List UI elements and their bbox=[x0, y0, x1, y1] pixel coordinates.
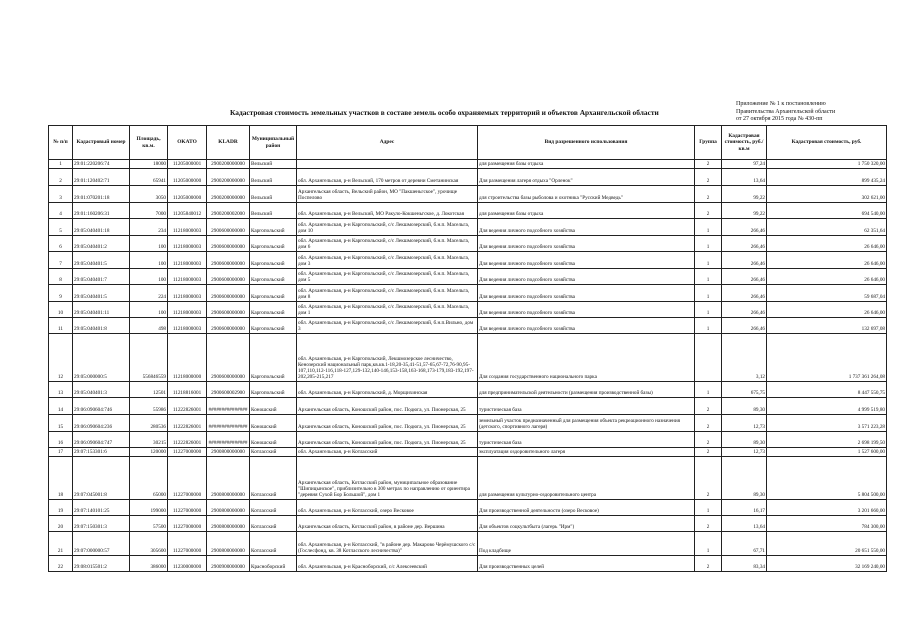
okato-code: 11218000003 bbox=[168, 269, 207, 285]
address-text: обл. Архангельская, р-н Каргопольский, с/с Лекшмозерский, б.н.п. Масельга, дом 6 bbox=[297, 236, 478, 252]
okato-code: 11227000000 bbox=[168, 516, 207, 532]
total-cost: 1 737 361 264,08 bbox=[767, 334, 887, 382]
total-cost: 4 999 519,80 bbox=[767, 398, 887, 415]
cadastral-number: 29:06:090604:236 bbox=[73, 415, 130, 432]
address-text: обл. Архангельская, р-н Каргопольский, Лекшмозерское лесничество, Кенозерский национальный парк,кв.кв.1-18,20-35,41-51,57-65,67-72,76-90,95-107,110,112-116,118-127,129-132,140-146,153-158,163-168,173-179,183-192,197-202,205-215,217 bbox=[297, 334, 478, 382]
area-value: 120000 bbox=[130, 448, 168, 457]
total-cost: 26 646,00 bbox=[767, 269, 887, 285]
row-number: 12 bbox=[49, 334, 73, 382]
decree-note-line: Правительства Архангельской области bbox=[736, 108, 836, 115]
group-value: 2 bbox=[695, 457, 722, 500]
unit-cost: 266,46 bbox=[722, 269, 767, 285]
group-value: 1 bbox=[695, 382, 722, 398]
permitted-use: Для создания государственного национального парка bbox=[478, 334, 695, 382]
cadastral-number: 29:05:040401:5 bbox=[73, 285, 130, 302]
okato-code: 11227000000 bbox=[168, 448, 207, 457]
district-name: Каргопольский bbox=[250, 219, 297, 236]
unit-cost: 16,17 bbox=[722, 500, 767, 516]
kladr-code: 2900600002900 bbox=[207, 382, 250, 398]
unit-cost: 12,73 bbox=[722, 415, 767, 432]
address-text bbox=[297, 160, 478, 169]
area-value: 12501 bbox=[130, 382, 168, 398]
unit-cost: 99,22 bbox=[722, 186, 767, 203]
table-row bbox=[49, 532, 887, 556]
table-row bbox=[49, 457, 887, 500]
group-value: 1 bbox=[695, 252, 722, 269]
header-num: № п/п bbox=[49, 126, 73, 160]
permitted-use: Для ведения личного подсобного хозяйства bbox=[478, 252, 695, 269]
cadastral-number: 29:05:040401:8 bbox=[73, 318, 130, 334]
header-unit-cost: Кадастровая стоимость, руб./кв.м bbox=[722, 126, 767, 160]
total-cost: 59 687,04 bbox=[767, 285, 887, 302]
kladr-code: 2900600000000 bbox=[207, 236, 250, 252]
kladr-code: 2900600000000 bbox=[207, 285, 250, 302]
district-name: Котласский bbox=[250, 516, 297, 532]
group-value: 1 bbox=[695, 219, 722, 236]
total-cost: 62 351,64 bbox=[767, 219, 887, 236]
district-name: Коношский bbox=[250, 432, 297, 448]
table-row bbox=[49, 186, 887, 203]
unit-cost: 675,75 bbox=[722, 382, 767, 398]
group-value: 1 bbox=[695, 500, 722, 516]
unit-cost: 266,46 bbox=[722, 236, 767, 252]
area-value: 65000 bbox=[130, 457, 168, 500]
address-text: обл. Архангельская, р-н Красноборский, с/с Алексеевский bbox=[297, 556, 478, 572]
unit-cost: 89,30 bbox=[722, 398, 767, 415]
district-name: Каргопольский bbox=[250, 252, 297, 269]
row-number: 3 bbox=[49, 186, 73, 203]
cadastral-number: 29:05:040401:3 bbox=[73, 382, 130, 398]
table-row bbox=[49, 382, 887, 398]
header-use: Вид разрешенного использования bbox=[478, 126, 695, 160]
table-row bbox=[49, 398, 887, 415]
district-name: Вельский bbox=[250, 160, 297, 169]
table-row bbox=[49, 556, 887, 572]
total-cost: 899 435,24 bbox=[767, 169, 887, 186]
table-row bbox=[49, 160, 887, 169]
kladr-code: 2900600000000 bbox=[207, 302, 250, 318]
okato-code: 11227000000 bbox=[168, 457, 207, 500]
district-name: Красноборский bbox=[250, 556, 297, 572]
kladr-code: 2900600000000 bbox=[207, 269, 250, 285]
header-total-cost: Кадастровая стоимость, руб. bbox=[767, 126, 887, 160]
okato-code: 11218000003 bbox=[168, 236, 207, 252]
unit-cost: 266,46 bbox=[722, 219, 767, 236]
kladr-code: 2900800000000 bbox=[207, 500, 250, 516]
permitted-use: земельный участок предназначенный для размещения объекта рекреационного назначения (детского, спортивного лагеря) bbox=[478, 415, 695, 432]
group-value: 2 bbox=[695, 432, 722, 448]
permitted-use: для размещения базы отдыха bbox=[478, 160, 695, 169]
table-row bbox=[49, 516, 887, 532]
header-kladr: KLADR bbox=[207, 126, 250, 160]
row-number: 8 bbox=[49, 269, 73, 285]
district-name: Каргопольский bbox=[250, 318, 297, 334]
unit-cost: 97,24 bbox=[722, 160, 767, 169]
cadastral-number: 29:05:040401:5 bbox=[73, 252, 130, 269]
cadastral-number: 29:07:045001:8 bbox=[73, 457, 130, 500]
district-name: Вельский bbox=[250, 186, 297, 203]
okato-code: 11222826001 bbox=[168, 398, 207, 415]
district-name: Каргопольский bbox=[250, 236, 297, 252]
kladr-code: 2900900000000 bbox=[207, 556, 250, 572]
kladr-code: ############### bbox=[207, 415, 250, 432]
cadastral-number: 29:08:015501:2 bbox=[73, 556, 130, 572]
kladr-code: 2900200000000 bbox=[207, 160, 250, 169]
area-value: 100 bbox=[130, 236, 168, 252]
area-value: 3050 bbox=[130, 186, 168, 203]
district-name: Котласский bbox=[250, 457, 297, 500]
address-text: обл. Архангельская, р-н Каргопольский, с/с Лекшмозерский, б.н.п. Масельга, дом 10 bbox=[297, 219, 478, 236]
total-cost: 1 527 600,00 bbox=[767, 448, 887, 457]
okato-code: 11218816001 bbox=[168, 382, 207, 398]
district-name: Каргопольский bbox=[250, 382, 297, 398]
district-name: Каргопольский bbox=[250, 302, 297, 318]
group-value: 2 bbox=[695, 160, 722, 169]
area-value: 18000 bbox=[130, 160, 168, 169]
okato-code: 11227000000 bbox=[168, 500, 207, 516]
kladr-code: 2900600000000 bbox=[207, 334, 250, 382]
total-cost: 26 646,00 bbox=[767, 252, 887, 269]
permitted-use: Под кладбище bbox=[478, 532, 695, 556]
address-text: обл. Архангельская, р-н Котласский bbox=[297, 448, 478, 457]
total-cost: 32 169 240,00 bbox=[767, 556, 887, 572]
table-row bbox=[49, 302, 887, 318]
row-number: 15 bbox=[49, 415, 73, 432]
area-value: 65941 bbox=[130, 169, 168, 186]
row-number: 19 bbox=[49, 500, 73, 516]
group-value: 1 bbox=[695, 236, 722, 252]
row-number: 2 bbox=[49, 169, 73, 186]
area-value: 556846559 bbox=[130, 334, 168, 382]
kladr-code: ############### bbox=[207, 432, 250, 448]
kladr-code: 2900600000000 bbox=[207, 219, 250, 236]
table-row bbox=[49, 500, 887, 516]
group-value: 1 bbox=[695, 532, 722, 556]
row-number: 4 bbox=[49, 203, 73, 219]
permitted-use: Для ведения личного подсобного хозяйства bbox=[478, 285, 695, 302]
table-row bbox=[49, 269, 887, 285]
header-group: Группа bbox=[695, 126, 722, 160]
cadastral-number: 29:06:090604:746 bbox=[73, 398, 130, 415]
permitted-use: Для ведения личного подсобного хозяйства bbox=[478, 236, 695, 252]
row-number: 17 bbox=[49, 448, 73, 457]
address-text: обл. Архангельская, р-н Вельский, 170 метров от деревни Сметанинская bbox=[297, 169, 478, 186]
group-value: 2 bbox=[695, 186, 722, 203]
cadastral-number: 29:01:160206:31 bbox=[73, 203, 130, 219]
row-number: 13 bbox=[49, 382, 73, 398]
permitted-use: для строительства базы рыболова и охотника "Русский Медведь" bbox=[478, 186, 695, 203]
okato-code: 11218000003 bbox=[168, 252, 207, 269]
row-number: 7 bbox=[49, 252, 73, 269]
permitted-use: Для объектов соцкультбыта (лагерь "Ирм") bbox=[478, 516, 695, 532]
district-name: Каргопольский bbox=[250, 334, 297, 382]
permitted-use: туристическая база bbox=[478, 398, 695, 415]
kladr-code: 2900800000000 bbox=[207, 516, 250, 532]
district-name: Вельский bbox=[250, 203, 297, 219]
area-value: 30215 bbox=[130, 432, 168, 448]
group-value: 2 bbox=[695, 398, 722, 415]
permitted-use: эксплуатация оздоровительного лагеря bbox=[478, 448, 695, 457]
table-row bbox=[49, 169, 887, 186]
unit-cost: 3,12 bbox=[722, 334, 767, 382]
row-number: 5 bbox=[49, 219, 73, 236]
unit-cost: 67,71 bbox=[722, 532, 767, 556]
area-value: 280536 bbox=[130, 415, 168, 432]
permitted-use: Для производственной деятельности (озеро Весковое) bbox=[478, 500, 695, 516]
permitted-use: для размещения культурно-оздоровительного центра bbox=[478, 457, 695, 500]
address-text: обл. Архангельская, р-н Котласский, "в районе дер. Макарово Черёмушского с/с (Гослесфонд, кв. 38 Котласского лесничества)" bbox=[297, 532, 478, 556]
unit-cost: 99,22 bbox=[722, 203, 767, 219]
group-value: 1 bbox=[695, 269, 722, 285]
total-cost: 132 697,08 bbox=[767, 318, 887, 334]
header-address: Адрес bbox=[297, 126, 478, 160]
unit-cost: 266,46 bbox=[722, 252, 767, 269]
decree-note-line: Приложение № 1 к постановлению bbox=[736, 101, 826, 107]
row-number: 6 bbox=[49, 236, 73, 252]
cadastral-number: 29:06:090604:747 bbox=[73, 432, 130, 448]
total-cost: 26 646,00 bbox=[767, 302, 887, 318]
cadastral-number: 29:01:220206:74 bbox=[73, 160, 130, 169]
address-text: обл. Архангельская, р-н Каргопольский, с/с Лекшмозерский, б.н.п. Масельга, дом 1 bbox=[297, 302, 478, 318]
cadastral-number: 29:05:040401:11 bbox=[73, 302, 130, 318]
table-row bbox=[49, 318, 887, 334]
area-value: 498 bbox=[130, 318, 168, 334]
area-value: 55986 bbox=[130, 398, 168, 415]
total-cost: 5 804 500,00 bbox=[767, 457, 887, 500]
unit-cost: 83,34 bbox=[722, 556, 767, 572]
okato-code: 11222826001 bbox=[168, 415, 207, 432]
row-number: 9 bbox=[49, 285, 73, 302]
unit-cost: 13,64 bbox=[722, 169, 767, 186]
area-value: 305600 bbox=[130, 532, 168, 556]
total-cost: 694 540,00 bbox=[767, 203, 887, 219]
row-number: 22 bbox=[49, 556, 73, 572]
permitted-use: для размещения базы отдыха bbox=[478, 203, 695, 219]
cadastral-number: 29:05:040401:2 bbox=[73, 236, 130, 252]
table-body bbox=[49, 160, 887, 572]
okato-code: 11218000003 bbox=[168, 302, 207, 318]
address-text: Архангельская область, Котласский район, муниципальное образование "Шипицынское", приблизительно в 300 метрах по направлению от ориентира "деревня Сухой Бор Большой", дом 1 bbox=[297, 457, 478, 500]
total-cost: 1 750 320,00 bbox=[767, 160, 887, 169]
address-text: Архангельская область, Котласский район, в районе дер. Вершина bbox=[297, 516, 478, 532]
group-value: 2 bbox=[695, 203, 722, 219]
address-text: обл. Архангельская, р-н Котласский, озеро Весковое bbox=[297, 500, 478, 516]
total-cost: 3 571 223,28 bbox=[767, 415, 887, 432]
address-text: обл. Архангельская, р-н Вельский, МО Ракуло-Кокшеньгское, д. Локотская bbox=[297, 203, 478, 219]
group-value: 2 bbox=[695, 415, 722, 432]
table-row bbox=[49, 285, 887, 302]
cadastral-number: 29:07:000000:57 bbox=[73, 532, 130, 556]
row-number: 1 bbox=[49, 160, 73, 169]
header-cadastral-number: Кадастровый номер bbox=[73, 126, 130, 160]
district-name: Котласский bbox=[250, 448, 297, 457]
kladr-code: 2900800000000 bbox=[207, 532, 250, 556]
table-row bbox=[49, 236, 887, 252]
total-cost: 784 300,00 bbox=[767, 516, 887, 532]
okato-code: 11218000000 bbox=[168, 334, 207, 382]
header-area: Площадь, кв.м. bbox=[130, 126, 168, 160]
row-number: 21 bbox=[49, 532, 73, 556]
total-cost: 26 646,00 bbox=[767, 236, 887, 252]
cadastral-number: 29:05:040401:7 bbox=[73, 269, 130, 285]
district-name: Вельский bbox=[250, 169, 297, 186]
group-value bbox=[695, 334, 722, 382]
area-value: 57500 bbox=[130, 516, 168, 532]
total-cost: 20 651 550,00 bbox=[767, 532, 887, 556]
okato-code: 11227000000 bbox=[168, 532, 207, 556]
address-text: Архангельская область, Вельский район, МО "Пакшеньгское", урочище Поспелово bbox=[297, 186, 478, 203]
kladr-code: 2900800000000 bbox=[207, 457, 250, 500]
group-value: 2 bbox=[695, 169, 722, 186]
cadastral-number: 29:05:040401:18 bbox=[73, 219, 130, 236]
document-title: Кадастровая стоимость земельных участков в составе земель особо охраняемых территорий и объектов Архангельской области bbox=[230, 108, 659, 117]
address-text: обл. Архангельская, р-н Каргопольский, с/с Лекшмозерский, б.н.п. Масельга, дом 3 bbox=[297, 252, 478, 269]
unit-cost: 13,64 bbox=[722, 516, 767, 532]
kladr-code: 2900200000000 bbox=[207, 169, 250, 186]
kladr-code: 2900600000000 bbox=[207, 252, 250, 269]
area-value: 7000 bbox=[130, 203, 168, 219]
table-row bbox=[49, 219, 887, 236]
cadastral-number: 29:01:070201:18 bbox=[73, 186, 130, 203]
row-number: 14 bbox=[49, 398, 73, 415]
okato-code: 11230000000 bbox=[168, 556, 207, 572]
row-number: 10 bbox=[49, 302, 73, 318]
okato-code: 11205840012 bbox=[168, 203, 207, 219]
okato-code: 11222826001 bbox=[168, 432, 207, 448]
okato-code: 11218000003 bbox=[168, 318, 207, 334]
row-number: 18 bbox=[49, 457, 73, 500]
header-okato: OKATO bbox=[168, 126, 207, 160]
group-value: 2 bbox=[695, 516, 722, 532]
permitted-use: Для ведения личного подсобного хозяйства bbox=[478, 219, 695, 236]
district-name: Каргопольский bbox=[250, 285, 297, 302]
total-cost: 3 201 660,00 bbox=[767, 500, 887, 516]
area-value: 199000 bbox=[130, 500, 168, 516]
kladr-code: 2900200002000 bbox=[207, 203, 250, 219]
table-header-row bbox=[49, 126, 887, 160]
total-cost: 302 621,00 bbox=[767, 186, 887, 203]
permitted-use: Для ведения личного подсобного хозяйства bbox=[478, 302, 695, 318]
group-value: 2 bbox=[695, 556, 722, 572]
table-row bbox=[49, 448, 887, 457]
group-value: 1 bbox=[695, 318, 722, 334]
kladr-code: 2900200000000 bbox=[207, 186, 250, 203]
total-cost: 2 698 199,50 bbox=[767, 432, 887, 448]
district-name: Коношский bbox=[250, 398, 297, 415]
permitted-use: Для ведения личного подсобного хозяйства bbox=[478, 318, 695, 334]
okato-code: 11218000003 bbox=[168, 219, 207, 236]
unit-cost: 89,30 bbox=[722, 432, 767, 448]
table-row bbox=[49, 252, 887, 269]
unit-cost: 12,73 bbox=[722, 448, 767, 457]
okato-code: 11218000003 bbox=[168, 285, 207, 302]
address-text: Архангельская область, Коношский район, пос. Подюга, ул. Пионерская, 25 bbox=[297, 415, 478, 432]
district-name: Котласский bbox=[250, 500, 297, 516]
permitted-use: туристическая база bbox=[478, 432, 695, 448]
table-row bbox=[49, 432, 887, 448]
table-row bbox=[49, 415, 887, 432]
cadastral-number: 29:05:000000:5 bbox=[73, 334, 130, 382]
group-value: 1 bbox=[695, 285, 722, 302]
permitted-use: Для ведения личного подсобного хозяйства bbox=[478, 269, 695, 285]
address-text: Архангельская область, Коношский район, пос. Подюга, ул. Пионерская, 25 bbox=[297, 398, 478, 415]
cadastral-number: 29:01:120402:71 bbox=[73, 169, 130, 186]
district-name: Котласский bbox=[250, 532, 297, 556]
kladr-code: 2900800000000 bbox=[207, 448, 250, 457]
address-text: Архангельская область, Коношский район, пос. Подюга, ул. Пионерская, 25 bbox=[297, 432, 478, 448]
area-value: 100 bbox=[130, 269, 168, 285]
area-value: 100 bbox=[130, 302, 168, 318]
address-text: обл. Архангельская, р-н Каргопольский, с/с Лекшмозерский, б.н.п.Вильно, дом 3 bbox=[297, 318, 478, 334]
table-row bbox=[49, 334, 887, 382]
unit-cost: 266,46 bbox=[722, 318, 767, 334]
decree-note bbox=[736, 101, 896, 124]
area-value: 224 bbox=[130, 285, 168, 302]
decree-note-line: от 27 октября 2015 года № 430-пп bbox=[736, 116, 823, 123]
area-value: 100 bbox=[130, 252, 168, 269]
area-value: 386000 bbox=[130, 556, 168, 572]
cadastral-number: 29:07:150301:3 bbox=[73, 516, 130, 532]
row-number: 16 bbox=[49, 432, 73, 448]
cadastral-number: 29:07:140101:25 bbox=[73, 500, 130, 516]
address-text: обл. Архангельская, р-н Каргопольский, с/с Лекшмозерский, б.н.п. Масельга, дом 8 bbox=[297, 285, 478, 302]
table-row bbox=[49, 203, 887, 219]
permitted-use: Для производственных целей bbox=[478, 556, 695, 572]
kladr-code: 2900600000000 bbox=[207, 318, 250, 334]
unit-cost: 89,30 bbox=[722, 457, 767, 500]
area-value: 234 bbox=[130, 219, 168, 236]
unit-cost: 266,46 bbox=[722, 285, 767, 302]
okato-code: 11205000000 bbox=[168, 186, 207, 203]
address-text: обл. Архангельская, р-н Каргопольский, д. Морщихинская bbox=[297, 382, 478, 398]
permitted-use: для предпринимательской деятельности (размещения производственной базы) bbox=[478, 382, 695, 398]
okato-code: 11205000001 bbox=[168, 160, 207, 169]
total-cost: 8 447 550,75 bbox=[767, 382, 887, 398]
header-district: Муниципальный район bbox=[250, 126, 297, 160]
district-name: Каргопольский bbox=[250, 269, 297, 285]
row-number: 20 bbox=[49, 516, 73, 532]
unit-cost: 266,46 bbox=[722, 302, 767, 318]
permitted-use: Для размещения лагеря отдыха "Орленок" bbox=[478, 169, 695, 186]
district-name: Коношский bbox=[250, 415, 297, 432]
kladr-code: ############### bbox=[207, 398, 250, 415]
okato-code: 11205000000 bbox=[168, 169, 207, 186]
cadastral-number: 29:07:153301:6 bbox=[73, 448, 130, 457]
address-text: обл. Архангельская, р-н Каргопольский, с/с Лекшмозерский, б.н.п. Масельга, дом 5 bbox=[297, 269, 478, 285]
group-value: 2 bbox=[695, 448, 722, 457]
cadastral-table bbox=[48, 125, 887, 572]
row-number: 11 bbox=[49, 318, 73, 334]
group-value: 1 bbox=[695, 302, 722, 318]
